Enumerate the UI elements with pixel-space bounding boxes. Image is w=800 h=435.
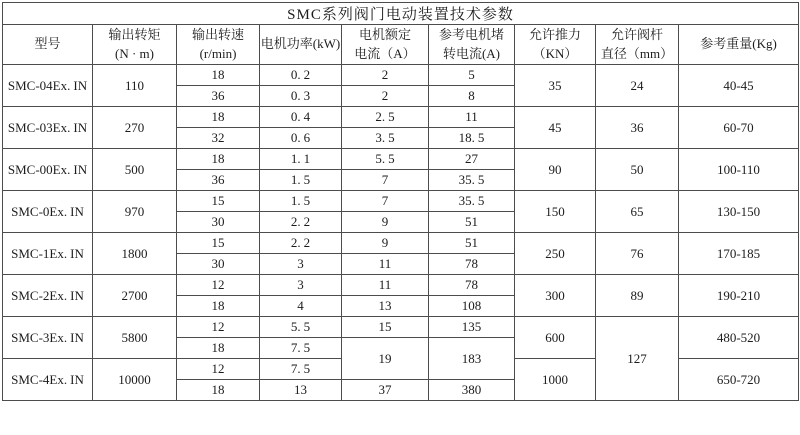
value-cell: 2. 2 xyxy=(260,212,342,233)
value-cell: 5. 5 xyxy=(260,317,342,338)
value-cell: 183 xyxy=(429,338,515,380)
value-cell: 127 xyxy=(596,317,679,401)
value-cell: 18 xyxy=(177,296,260,317)
value-cell: 15 xyxy=(342,317,429,338)
column-header-output-speed: 输出转速 (r/min) xyxy=(177,25,260,65)
value-cell: 150 xyxy=(515,191,596,233)
value-cell: 78 xyxy=(429,275,515,296)
value-cell: 7. 5 xyxy=(260,338,342,359)
table-row xyxy=(3,107,799,128)
value-cell: 12 xyxy=(177,275,260,296)
value-cell: 89 xyxy=(596,275,679,317)
table-row xyxy=(3,275,799,296)
value-cell: 35 xyxy=(515,65,596,107)
value-cell: 1. 1 xyxy=(260,149,342,170)
value-cell: 65 xyxy=(596,191,679,233)
value-cell: 100-110 xyxy=(679,149,799,191)
value-cell: 380 xyxy=(429,380,515,401)
value-cell: 78 xyxy=(429,254,515,275)
value-cell: 18. 5 xyxy=(429,128,515,149)
value-cell: 270 xyxy=(93,107,177,149)
value-cell: 650-720 xyxy=(679,359,799,401)
value-cell: 7 xyxy=(342,191,429,212)
value-cell: 8 xyxy=(429,86,515,107)
value-cell: 190-210 xyxy=(679,275,799,317)
value-cell: 2 xyxy=(342,65,429,86)
value-cell: 1. 5 xyxy=(260,191,342,212)
value-cell: 9 xyxy=(342,212,429,233)
value-cell: 600 xyxy=(515,317,596,359)
value-cell: 0. 2 xyxy=(260,65,342,86)
table-row xyxy=(3,233,799,254)
value-cell: 500 xyxy=(93,149,177,191)
value-cell: 10000 xyxy=(93,359,177,401)
value-cell: 130-150 xyxy=(679,191,799,233)
value-cell: 3 xyxy=(260,275,342,296)
value-cell: 30 xyxy=(177,254,260,275)
table-row xyxy=(3,317,799,338)
table-title: SMC系列阀门电动装置技术参数 xyxy=(3,3,799,25)
value-cell: 18 xyxy=(177,65,260,86)
value-cell: 1000 xyxy=(515,359,596,401)
value-cell: 13 xyxy=(342,296,429,317)
value-cell: 2 xyxy=(342,86,429,107)
value-cell: 15 xyxy=(177,233,260,254)
value-cell: 50 xyxy=(596,149,679,191)
value-cell: 0. 3 xyxy=(260,86,342,107)
value-cell: 15 xyxy=(177,191,260,212)
value-cell: 12 xyxy=(177,359,260,380)
value-cell: 90 xyxy=(515,149,596,191)
value-cell: 7. 5 xyxy=(260,359,342,380)
value-cell: 2. 2 xyxy=(260,233,342,254)
model-cell: SMC-03Ex. IN xyxy=(3,107,93,149)
column-header-ref-weight: 参考重量(Kg) xyxy=(679,25,799,65)
table-body xyxy=(3,65,799,401)
value-cell: 300 xyxy=(515,275,596,317)
value-cell: 2700 xyxy=(93,275,177,317)
column-header-stem-diameter: 允许阀杆 直径（mm） xyxy=(596,25,679,65)
value-cell: 7 xyxy=(342,170,429,191)
value-cell: 5. 5 xyxy=(342,149,429,170)
value-cell: 18 xyxy=(177,380,260,401)
model-cell: SMC-3Ex. IN xyxy=(3,317,93,359)
value-cell: 480-520 xyxy=(679,317,799,359)
model-cell: SMC-04Ex. IN xyxy=(3,65,93,107)
value-cell: 30 xyxy=(177,212,260,233)
column-header-allowed-thrust: 允许推力 （KN） xyxy=(515,25,596,65)
value-cell: 5800 xyxy=(93,317,177,359)
value-cell: 27 xyxy=(429,149,515,170)
value-cell: 5 xyxy=(429,65,515,86)
value-cell: 18 xyxy=(177,149,260,170)
value-cell: 36 xyxy=(177,86,260,107)
value-cell: 51 xyxy=(429,212,515,233)
value-cell: 76 xyxy=(596,233,679,275)
model-cell: SMC-4Ex. IN xyxy=(3,359,93,401)
value-cell: 170-185 xyxy=(679,233,799,275)
value-cell: 32 xyxy=(177,128,260,149)
column-header-output-torque: 输出转矩 (N · m) xyxy=(93,25,177,65)
value-cell: 2. 5 xyxy=(342,107,429,128)
value-cell: 135 xyxy=(429,317,515,338)
value-cell: 12 xyxy=(177,317,260,338)
table-row xyxy=(3,149,799,170)
value-cell: 970 xyxy=(93,191,177,233)
value-cell: 13 xyxy=(260,380,342,401)
value-cell: 40-45 xyxy=(679,65,799,107)
value-cell: 35. 5 xyxy=(429,170,515,191)
value-cell: 45 xyxy=(515,107,596,149)
value-cell: 36 xyxy=(596,107,679,149)
column-header-stall-current: 参考电机堵 转电流(A) xyxy=(429,25,515,65)
value-cell: 108 xyxy=(429,296,515,317)
value-cell: 9 xyxy=(342,233,429,254)
value-cell: 11 xyxy=(342,254,429,275)
value-cell: 35. 5 xyxy=(429,191,515,212)
value-cell: 37 xyxy=(342,380,429,401)
value-cell: 4 xyxy=(260,296,342,317)
value-cell: 0. 6 xyxy=(260,128,342,149)
smc-actuator-spec-table xyxy=(2,2,799,401)
table-row xyxy=(3,191,799,212)
value-cell: 110 xyxy=(93,65,177,107)
value-cell: 1800 xyxy=(93,233,177,275)
model-cell: SMC-1Ex. IN xyxy=(3,233,93,275)
column-header-row xyxy=(3,25,799,65)
column-header-rated-current: 电机额定 电流（A） xyxy=(342,25,429,65)
table-row xyxy=(3,65,799,86)
value-cell: 3 xyxy=(260,254,342,275)
model-cell: SMC-0Ex. IN xyxy=(3,191,93,233)
value-cell: 19 xyxy=(342,338,429,380)
value-cell: 18 xyxy=(177,107,260,128)
value-cell: 250 xyxy=(515,233,596,275)
value-cell: 60-70 xyxy=(679,107,799,149)
value-cell: 3. 5 xyxy=(342,128,429,149)
column-header-motor-power: 电机功率(kW) xyxy=(260,25,342,65)
model-cell: SMC-2Ex. IN xyxy=(3,275,93,317)
value-cell: 1. 5 xyxy=(260,170,342,191)
value-cell: 0. 4 xyxy=(260,107,342,128)
value-cell: 51 xyxy=(429,233,515,254)
value-cell: 24 xyxy=(596,65,679,107)
model-cell: SMC-00Ex. IN xyxy=(3,149,93,191)
value-cell: 36 xyxy=(177,170,260,191)
value-cell: 18 xyxy=(177,338,260,359)
value-cell: 11 xyxy=(429,107,515,128)
column-header-model: 型号 xyxy=(3,25,93,65)
value-cell: 11 xyxy=(342,275,429,296)
